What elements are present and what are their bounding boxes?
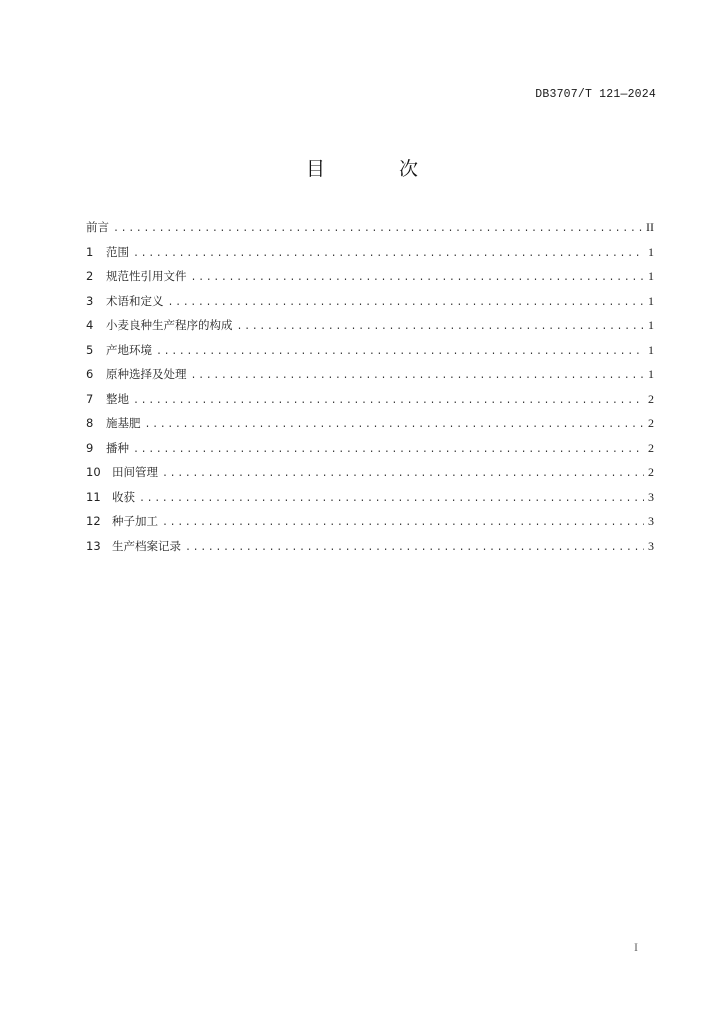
toc-entry-page: 1 (648, 293, 654, 308)
table-of-contents (86, 218, 654, 561)
toc-entry-label: 小麦良种生产程序的构成 (106, 318, 233, 332)
toc-entry-page: 2 (648, 465, 654, 479)
toc-leader-dots (133, 393, 644, 411)
toc-leader-dots (162, 515, 644, 533)
toc-entry-number: 10 (86, 465, 101, 479)
toc-entry-1[interactable] (86, 243, 654, 268)
toc-entry-label: 施基肥 (106, 416, 141, 430)
document-code: DB3707/T 121—2024 (535, 88, 656, 101)
toc-entry-page: 2 (648, 391, 654, 406)
toc-entry-label: 原种选择及处理 (106, 367, 187, 381)
toc-leader-dots (133, 246, 644, 264)
toc-entry-label: 范围 (106, 244, 129, 259)
toc-entry-number: 11 (86, 489, 101, 504)
toc-leader-dots (139, 491, 644, 509)
toc-entry-label: 田间管理 (112, 465, 158, 479)
toc-entry-12[interactable] (86, 512, 654, 537)
toc-entry-label: 收获 (112, 489, 135, 504)
toc-entry-number: 4 (86, 318, 94, 332)
toc-entry-number: 13 (86, 538, 101, 553)
toc-entry-page: 1 (648, 342, 654, 357)
toc-entry-label: 整地 (106, 391, 129, 406)
toc-leader-dots (145, 417, 645, 435)
toc-leader-dots (156, 344, 644, 362)
toc-entry-label: 产地环境 (106, 342, 152, 357)
toc-entry-11[interactable] (86, 488, 654, 513)
toc-entry-5[interactable] (86, 341, 654, 366)
toc-entry-page: 1 (648, 367, 654, 381)
toc-entry-label: 播种 (106, 440, 129, 455)
toc-entry-page: 1 (648, 318, 654, 332)
toc-leader-dots (191, 270, 645, 288)
toc-entry-foreword[interactable] (86, 218, 654, 243)
toc-entry-page: 1 (648, 244, 654, 259)
toc-leader-dots (113, 221, 642, 239)
toc-entry-4[interactable] (86, 316, 654, 341)
toc-leader-dots (168, 295, 645, 313)
toc-leader-dots (191, 368, 645, 386)
toc-entry-number: 7 (86, 391, 94, 406)
toc-entry-page: 3 (648, 489, 654, 504)
toc-entry-label: 种子加工 (112, 514, 158, 528)
page-number: I (634, 940, 638, 954)
toc-entry-page: II (646, 220, 654, 234)
toc-entry-label: 生产档案记录 (112, 538, 181, 553)
toc-entry-10[interactable] (86, 463, 654, 488)
toc-entry-label: 术语和定义 (106, 293, 164, 308)
toc-entry-number: 2 (86, 269, 94, 283)
toc-leader-dots (133, 442, 644, 460)
toc-entry-number: 3 (86, 293, 94, 308)
toc-leader-dots (185, 540, 644, 558)
toc-entry-2[interactable] (86, 267, 654, 292)
toc-title: 目 次 (305, 158, 453, 180)
toc-entry-8[interactable] (86, 414, 654, 439)
toc-leader-dots (237, 319, 645, 337)
toc-entry-label: 前言 (86, 220, 109, 234)
toc-entry-page: 2 (648, 440, 654, 455)
toc-entry-number: 12 (86, 514, 101, 528)
toc-entry-9[interactable] (86, 439, 654, 464)
toc-entry-page: 2 (648, 416, 654, 430)
toc-entry-3[interactable] (86, 292, 654, 317)
toc-entry-number: 8 (86, 416, 94, 430)
toc-entry-13[interactable] (86, 537, 654, 562)
toc-leader-dots (162, 466, 644, 484)
toc-entry-6[interactable] (86, 365, 654, 390)
toc-entry-number: 6 (86, 367, 94, 381)
toc-entry-number: 5 (86, 342, 94, 357)
toc-entry-label: 规范性引用文件 (106, 269, 187, 283)
toc-entry-page: 3 (648, 514, 654, 528)
toc-entry-number: 9 (86, 440, 94, 455)
toc-entry-page: 3 (648, 538, 654, 553)
toc-entry-page: 1 (648, 269, 654, 283)
toc-entry-number: 1 (86, 244, 94, 259)
toc-entry-7[interactable] (86, 390, 654, 415)
